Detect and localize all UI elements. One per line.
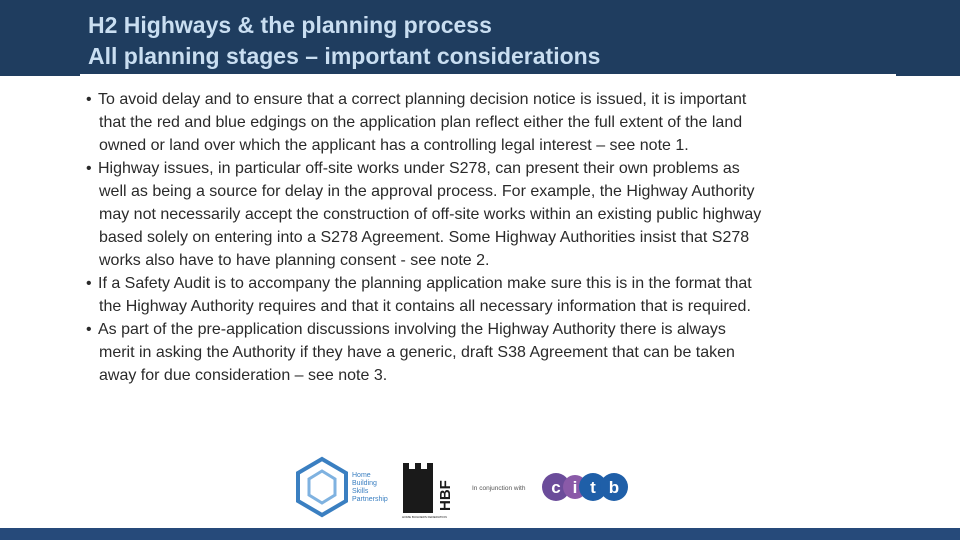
hbsp-logo (298, 459, 388, 515)
hbsp-text-line-4: Partnership (352, 496, 388, 503)
title-underline (80, 74, 896, 76)
citb-letter-b: b (608, 478, 620, 497)
bullet-text-line: owned or land over which the applicant has a controlling legal interest – see note 1. (99, 137, 689, 154)
hbsp-text-line-3: Skills (352, 488, 369, 495)
conjunction-text: In conjunction with (472, 485, 526, 492)
bullet-text-line: the Highway Authority requires and that it contains all necessary information that is required. (99, 298, 751, 315)
hbf-tower-icon (403, 469, 433, 513)
bullet-marker: • (86, 275, 92, 292)
bullet-marker: • (86, 160, 92, 177)
bullet-text-line: To avoid delay and to ensure that a correct planning decision notice is issued, it is important (98, 91, 747, 108)
slide-title-line-2: All planning stages – important considerations (88, 43, 601, 69)
slide-title-line-1: H2 Highways & the planning process (88, 12, 492, 38)
bullet-text-line: well as being a source for delay in the approval process. For example, the Highway Authority (99, 183, 755, 200)
bullet-list (86, 88, 896, 387)
bullet-text-line: If a Safety Audit is to accompany the planning application make sure this is in the format that (98, 275, 752, 292)
hbsp-text-line-2: Building (352, 480, 377, 487)
partner-logos (290, 455, 635, 520)
bullet-text-line: merit in asking the Authority if they have a generic, draft S38 Agreement that can be taken (99, 344, 735, 361)
bullet-text-line: works also have to have planning consent - see note 2. (99, 252, 490, 269)
hbsp-hexagon-outer-icon (298, 459, 346, 515)
bullet-text-line: that the red and blue edgings on the application plan reflect either the full extent of the land (99, 114, 743, 131)
citb-letter-i: i (572, 478, 578, 497)
hbsp-hexagon-inner-icon (309, 471, 335, 503)
bullet-item (86, 88, 896, 157)
hbsp-text-line-1: Home (352, 472, 371, 479)
citb-logo (542, 473, 628, 501)
bullet-text-line: As part of the pre-application discussions involving the Highway Authority there is always (98, 321, 726, 338)
bullet-text-line: away for due consideration – see note 3. (99, 367, 388, 384)
bullet-text-line: may not necessarily accept the construction of off-site works within an existing public highway (99, 206, 762, 223)
bullet-marker: • (86, 321, 92, 338)
bullet-item (86, 318, 896, 387)
bullet-marker: • (86, 91, 92, 108)
bullet-item (86, 272, 896, 318)
citb-letter-t: t (590, 478, 596, 497)
slide-title (88, 10, 600, 72)
citb-letter-c: c (551, 478, 561, 497)
bullet-item (86, 157, 896, 272)
hbf-letters: HBF (437, 480, 454, 511)
bullet-text-line: Highway issues, in particular off-site works under S278, can present their own problems as (98, 160, 740, 177)
bullet-text-line: based solely on entering into a S278 Agreement. Some Highway Authorities insist that S278 (99, 229, 750, 246)
hbf-caption: HOME BUILDERS FEDERATION (402, 515, 447, 519)
hbf-logo (402, 463, 454, 519)
footer-bar (0, 528, 960, 540)
